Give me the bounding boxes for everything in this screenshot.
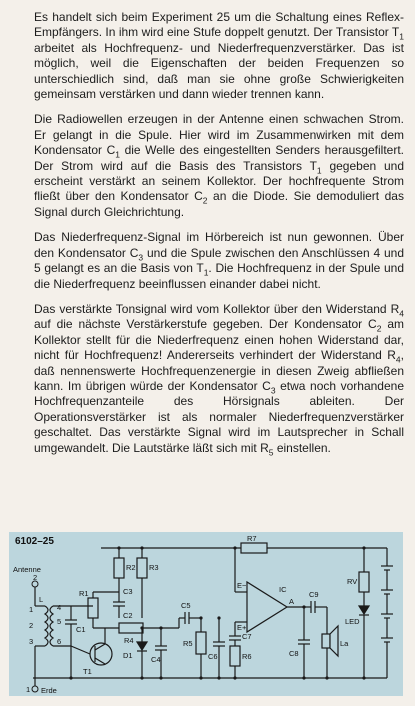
paragraph-text: einstellen. <box>273 440 331 455</box>
paragraph <box>34 302 404 456</box>
paragraph <box>34 10 404 102</box>
subscript: 5 <box>268 446 274 457</box>
label-c9: C9 <box>309 590 319 599</box>
ground-terminal: 1 <box>26 685 31 694</box>
coil-tap-6: 6 <box>57 637 62 646</box>
paragraph-text: am Kollektor stellt für die Niederfrequenz einen hohen Widerstand dar, nicht für Hochfrequenz! Andererseits verhindert der Widerstand R <box>34 317 404 363</box>
subscript: 3 <box>270 385 276 396</box>
label-c5: C5 <box>181 601 191 610</box>
fig-id-label: 6102–25 <box>15 536 54 547</box>
paragraph <box>34 230 404 292</box>
paragraph-text: arbeitet als Hochfrequenz- und Niederfrequenzverstärker. Das ist möglich, weil die Eigenschaften der beiden Frequenzen so unterschiedlich sind, daß man sie ohne große Schwierigkeiten gemeinsam verstärken und dann wieder trennen kann. <box>34 40 404 102</box>
label-c2: C2 <box>123 611 133 620</box>
label-r1: R1 <box>79 589 89 598</box>
paragraph-text: , daß nennenswerte Hochfrequenzenergie in diesen Zweig abfließen kann. Im übrigen würde der Kondensator C <box>34 348 404 393</box>
label-r5: R5 <box>183 639 193 648</box>
paragraph-text: und die Spule zwischen den Anschlüssen 4 und 5 gelangt es an die Basis von T <box>34 245 404 276</box>
coil-tap-2: 2 <box>29 621 34 630</box>
coil-label: L <box>39 595 44 604</box>
subscript: 1 <box>203 267 209 278</box>
paragraph <box>34 112 404 220</box>
label-rv: RV <box>347 577 358 586</box>
paragraph-text: Es handelt sich beim Experiment 25 um die Schaltung eines Reflex-Empfängers. In ihm wird eine Stufe doppelt genutzt. Der Transistor T <box>34 10 404 40</box>
paragraph-text: gegeben und erscheint verstärkt an seinem Kollektor. Der hochfrequente Strom fließt über den Kondensator C <box>34 158 404 204</box>
subscript: 2 <box>202 195 208 206</box>
coil-tap-5: 5 <box>57 617 62 626</box>
label-c6: C6 <box>208 652 218 661</box>
coil-tap-1: 1 <box>29 605 34 614</box>
schematic <box>9 532 403 696</box>
label-c1: C1 <box>76 625 86 634</box>
paragraph-text: Das Niederfrequenz-Signal im Hörbereich ist nun gewonnen. Über den Kondensator C <box>34 230 404 260</box>
paragraph-text: auf die nächste Verstärkerstufe gegeben. Der Kondensator C <box>34 317 377 332</box>
label-r7: R7 <box>247 534 257 543</box>
label-c7: C7 <box>242 632 252 641</box>
label-d1: D1 <box>123 651 133 660</box>
paragraph-text: Die Radiowellen erzeugen in der Antenne einen schwachen Strom. Er gelangt in die Spule. Hier wird im Zusammenwirken mit dem Kondensator C <box>34 112 404 158</box>
ground-label: Erde <box>41 686 57 695</box>
label-r3: R3 <box>149 563 159 572</box>
paragraph-text: Das verstärkte Tonsignal wird vom Kollektor über den Widerstand R <box>34 301 400 316</box>
subscript: 1 <box>115 149 121 160</box>
paragraph-text: an die Diode. Sie demoduliert das Signal durch Gleichrichtung. <box>34 189 404 219</box>
label-la: La <box>340 639 349 648</box>
coil-tap-3: 3 <box>29 637 34 646</box>
antenna-label: Antenne <box>13 565 41 574</box>
circuit-diagram <box>9 532 403 696</box>
label-e-minus: E− <box>237 581 247 590</box>
subscript: 1 <box>316 165 322 176</box>
label-r2: R2 <box>126 563 136 572</box>
label-c4: C4 <box>151 655 161 664</box>
label-a: A <box>289 597 295 606</box>
coil-tap-4: 4 <box>57 603 62 612</box>
subscript: 4 <box>395 354 401 365</box>
label-r4: R4 <box>124 636 134 645</box>
subscript: 2 <box>376 323 382 334</box>
label-led: LED <box>345 617 360 626</box>
label-c3: C3 <box>123 587 133 596</box>
paragraph-text: etwa noch vorhandene Hochfrequenzanteile des Hörsignals ableiten. Der Operationsverstärker ist als normaler Niederfrequenzverstärker geschaltet. Das verstärkte Signal wird im Lautsprecher in Schall umgewandelt. Die Lautstärke läßt sich mit R <box>34 378 404 455</box>
subscript: 3 <box>138 252 144 263</box>
paragraph-text: die Welle des eingestellten Senders herausgefiltert. Der Strom wird auf die Basis des Transistors T <box>34 143 404 173</box>
label-e-plus: E+ <box>237 623 247 632</box>
paragraph-text: . Die Hochfrequenz in der Spule und die Niederfrequenz beeinflussen einander dabei nicht. <box>34 261 404 291</box>
label-ic: IC <box>279 585 287 594</box>
subscript: 1 <box>399 31 404 42</box>
antenna-terminal: 2 <box>33 573 38 582</box>
label-c8: C8 <box>289 649 299 658</box>
label-t1: T1 <box>83 667 92 676</box>
subscript: 4 <box>399 308 404 319</box>
article-text <box>34 10 404 466</box>
label-r6: R6 <box>242 652 252 661</box>
